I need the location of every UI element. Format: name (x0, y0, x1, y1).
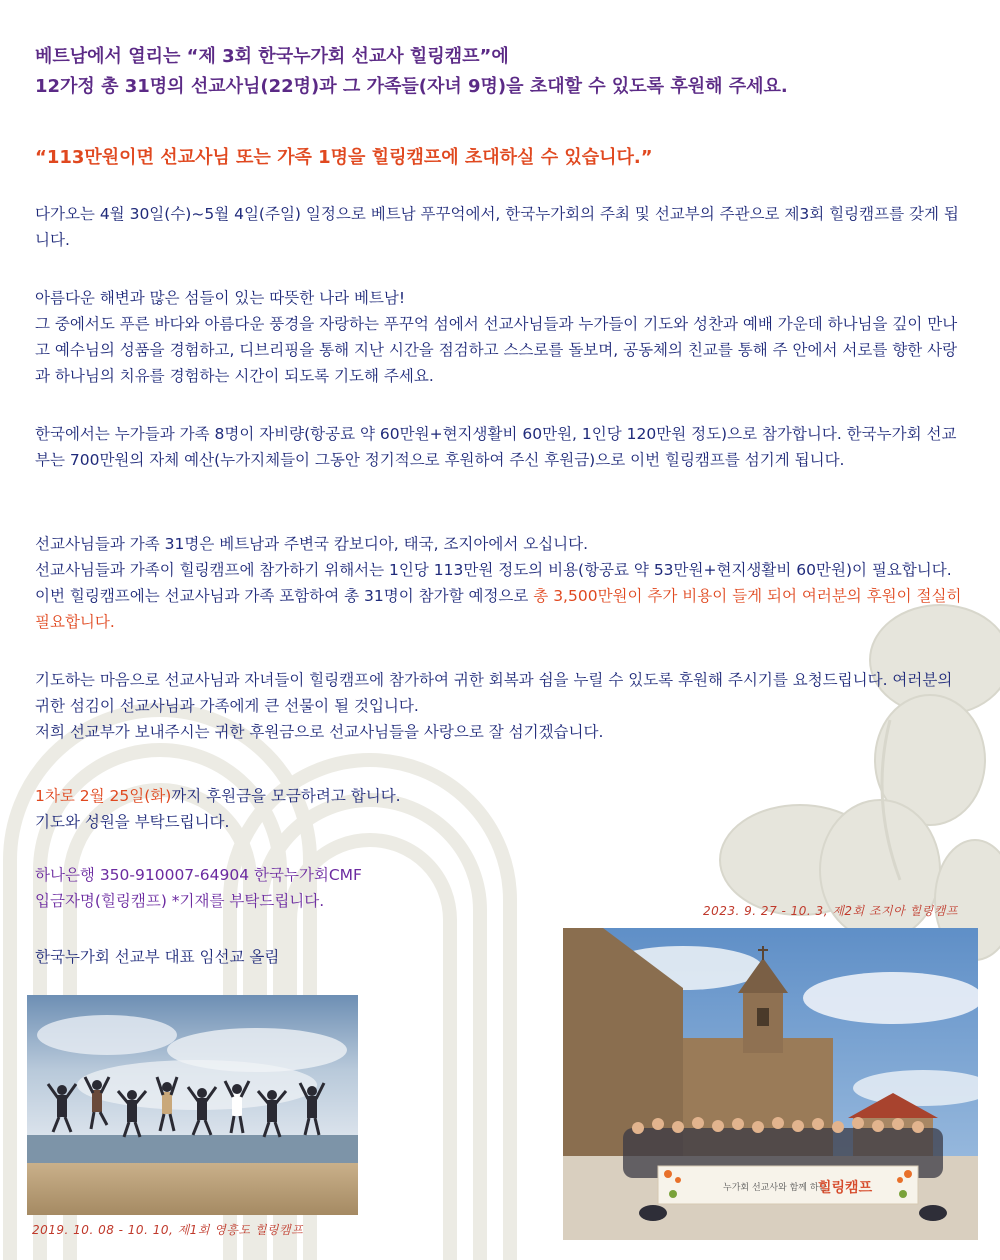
paragraph-cost (35, 557, 970, 635)
paragraph-commitment: 저희 선교부가 보내주시는 귀한 후원금으로 선교사님들을 사랑으로 잘 섬기겠습니다. (35, 723, 604, 741)
paragraph-prayer-request: 그 중에서도 푸른 바다와 아름다운 풍경을 자랑하는 푸꾸억 섬에서 선교사님들과 누가들이 기도와 성찬과 예배 가운데 하나님을 깊이 만나고 예수님의 성품을 경험하고, 디브리핑을 통해 지난 시간을 점검하고 스스로를 돌보며, 공동체의 친교를 통해 주 안에서 서로를 향한 사랑과 하나님의 치유를 경험하는 시간이 되도록 기도해 주세요. (35, 315, 958, 385)
headline-line-2: 12가정 총 31명의 선교사님(22명)과 그 가족들(자녀 9명)을 초대할 수 있도록 후원해 주세요. (35, 76, 788, 97)
deadline-text: 까지 후원금을 모금하려고 합니다. (171, 787, 401, 805)
bank-account: 하나은행 350-910007-64904 한국누가회CMF (35, 866, 362, 884)
cost-highlight: 총 3,500만원이 추가 비용이 들게 되어 여러분의 후원이 절실히 필요합니다. (35, 587, 962, 631)
highlight-quote: “113만원이면 선교사님 또는 가족 1명을 힐링캠프에 초대하실 수 있습니다.” (35, 147, 653, 168)
paragraph-missionary-origin: 선교사님들과 가족 31명은 베트남과 주변국 캄보디아, 태국, 조지아에서 오십니다. (35, 535, 589, 553)
left-photo-caption: 2019. 10. 08 - 10. 10, 제1회 영흥도 힐링캠프 (32, 1223, 304, 1237)
headline-line-1: 베트남에서 열리는 “제 3회 한국누가회 선교사 힐링캠프”에 (35, 46, 509, 67)
signature: 한국누가회 선교부 대표 임선교 올림 (35, 948, 280, 966)
paragraph-prayer: 기도와 성원을 부탁드립니다. (35, 813, 230, 831)
right-photo-caption: 2023. 9. 27 - 10. 3, 제2회 조지아 힐링캠프 (703, 904, 958, 918)
beach-group-photo (27, 995, 358, 1215)
paragraph-vietnam-intro: 아름다운 해변과 많은 섬들이 있는 따뜻한 나라 베트남! (35, 289, 406, 307)
paragraph-support-request: 기도하는 마음으로 선교사님과 자녀들이 힐링캠프에 참가하여 귀한 회복과 쉼을 누릴 수 있도록 후원해 주시기를 요청드립니다. 여러분의 귀한 섬김이 선교사님과 가족에게 큰 선물이 될 것입니다. (35, 671, 953, 715)
deadline-date: 1차로 2월 25일(화) (35, 787, 172, 805)
georgia-group-photo (563, 928, 978, 1240)
paragraph-deadline (35, 783, 970, 809)
paragraph-schedule: 다가오는 4월 30일(수)~5월 4일(주일) 일정으로 베트남 푸꾸억에서, 한국누가회의 주최 및 선교부의 주관으로 제3회 힐링캠프를 갖게 됩니다. (35, 205, 959, 249)
paragraph-korea-participants: 한국에서는 누가들과 가족 8명이 자비량(항공료 약 60만원+현지생활비 60만원, 1인당 120만원 정도)으로 참가합니다. 한국누가회 선교부는 700만원의 자체 예산(누가지체들이 그동안 정기적으로 후원하여 주신 후원금)으로 이번 힐링캠프를 섬기게 됩니다. (35, 425, 957, 469)
cost-text: 선교사님들과 가족이 힐링캠프에 참가하기 위해서는 1인당 113만원 정도의 비용(항공료 약 53만원+현지생활비 60만원)이 필요합니다. 이번 힐링캠프에는 선교사님과 가족 포함하여 총 31명이 참가할 예정으로 (35, 561, 952, 605)
banner-title: 힐링캠프 (818, 1180, 873, 1196)
bank-note: 입금자명(힐링캠프) *기재를 부탁드립니다. (35, 892, 325, 910)
banner-subtitle: 누가회 선교사와 함께 하는 (723, 1183, 828, 1193)
